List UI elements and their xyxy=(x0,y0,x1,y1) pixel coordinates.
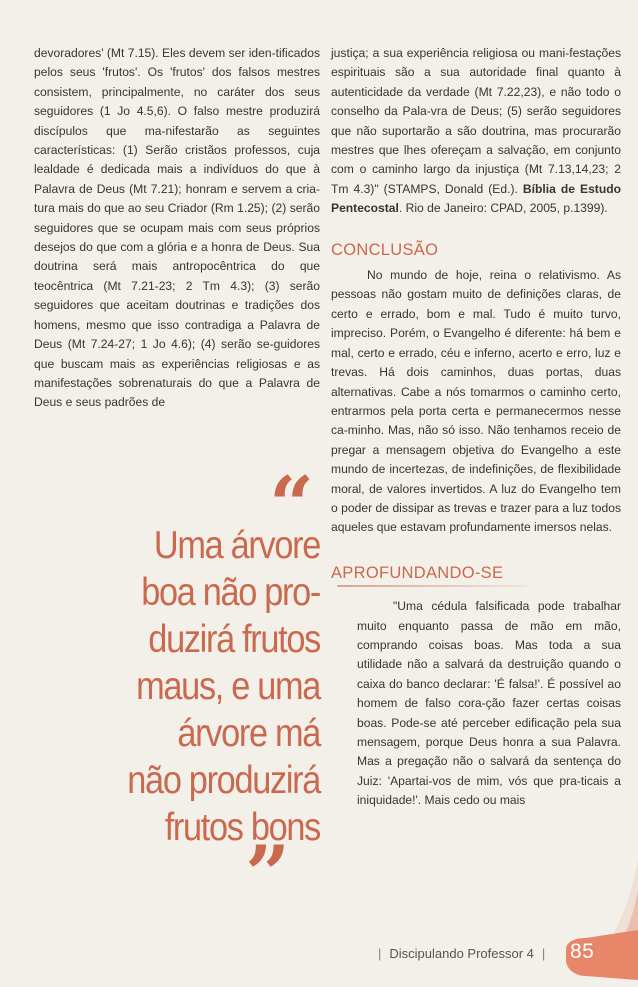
pull-quote-text: Uma árvore boa não pro-duzirá frutos maus, e uma árvore má não produzirá frutos bons xyxy=(127,524,320,849)
conclusion-text: No mundo de hoje, reina o relativismo. As pessoas não gostam muito de definições claras, de certo e errado, bom e mal. Tudo é muito turvo, impreciso. Porém, o Evangelho é diferente: há bem e mal, certo e errado, céu e inferno, acerto e erro, luz e trevas. Há dois caminhos, duas portas, duas alternativas. Cabe a nós tomarmos o caminho certo, entrarmos pela porta certa e permanecermos nesse ca-minho. Mas, não só isso. Não tenhamos receio de pregar a mensagem objetiva do Evangelho a este mundo de incertezas, de indefinições, de flexibilidade moral, de valores invertidos. A luz do Evangelho tem o poder de dissipar as trevas e trazer para a luz todos aqueles que estavam profundamente imersos nelas. xyxy=(331,268,621,535)
page-number: 85 xyxy=(570,940,595,963)
left-paragraph: devoradores' (Mt 7.15). Eles devem ser iden-tificados pelos seus 'frutos'. Os 'frutos' dos falsos mestres consistem, principalmente, no caráter dos seus seguidores (1 Jo 4.5,6). O falso mestre produzirá discípulos que ma-nifestarão as seguintes características: (1) Serão cristãos professos, cuja lealdade é dedicada mais a indivíduos do que à Palavra de Deus (Mt 7.21); honram e servem a cria-tura mais do que ao seu Criador (Rm 1.25); (2) serão seguidores que se ocupam mais com seus próprios desejos do que com a glória e a honra de Deus. Sua doutrina será mais antropocêntrica do que teocêntrica (Mt 7.21-23; 2 Tm 4.3); (3) serão seguidores que aceitam doutrinas e tradições dos homens, mesmo que isso contradiga a Palavra de Deus (Mt 7.24-27; 1 Jo 4.6); (4) serão se-guidores que buscam mais as experiências religiosas e as manifestações sobrenaturais do que a Palavra de Deus e seus padrões de xyxy=(34,46,320,410)
left-column xyxy=(34,44,320,413)
deep-text: "Uma cédula falsificada pode trabalhar muito enquanto passa de mão em mão, comprando coisas boas. Mas toda a sua utilidade não a salvará da destruição quando o caixa do banco declarar: 'É falsa!'. É possível ao homem de falso cora-ção fazer certas coisas boas. Pode-se até perceber edificação pela sua mensagem, porque Deus honra a sua Palavra. Mas a pregação não o salvará da sentença do Juiz: 'Apartai-vos de mim, vós que pra-ticais a iniquidade!'. Mais cedo ou mais xyxy=(357,599,621,808)
right-paragraph-text-b: . Rio de Janeiro: CPAD, 2005, p.1399). xyxy=(398,201,608,216)
open-quote-mark: “ xyxy=(269,460,314,551)
footer-separator-left: | xyxy=(378,945,382,961)
conclusion-heading: CONCLUSÃO xyxy=(331,240,439,259)
footer-publication: Discipulando Professor 4 xyxy=(389,945,534,961)
deep-heading: APROFUNDANDO-SE xyxy=(331,563,504,582)
footer-separator-right: | xyxy=(541,945,546,961)
right-column xyxy=(331,44,621,811)
footer xyxy=(370,938,553,968)
close-quote-mark: ” xyxy=(245,829,290,920)
right-paragraph-text-a: justiça; a sua experiência religiosa ou mani-festações espirituais são a sua autoridade final quanto à autenticidade da verdade (Mt 7.22,23), e não todo o conselho da Pala-vra de Deus; (5) serão seguidores que não suportarão a são doutrina, mas procurarão mestres que lhes ofereçam a salvação, em conjunto com o caminho largo da injustiça (Mt 7.13,14,23; 2 Tm 4.3)" (STAMPS, Donald (Ed.). xyxy=(331,46,621,196)
right-paragraph xyxy=(331,44,621,219)
pull-quote xyxy=(124,460,320,920)
heading-underline xyxy=(337,585,527,587)
book-title: Bíblia de Estudo Pentecostal xyxy=(331,181,621,216)
